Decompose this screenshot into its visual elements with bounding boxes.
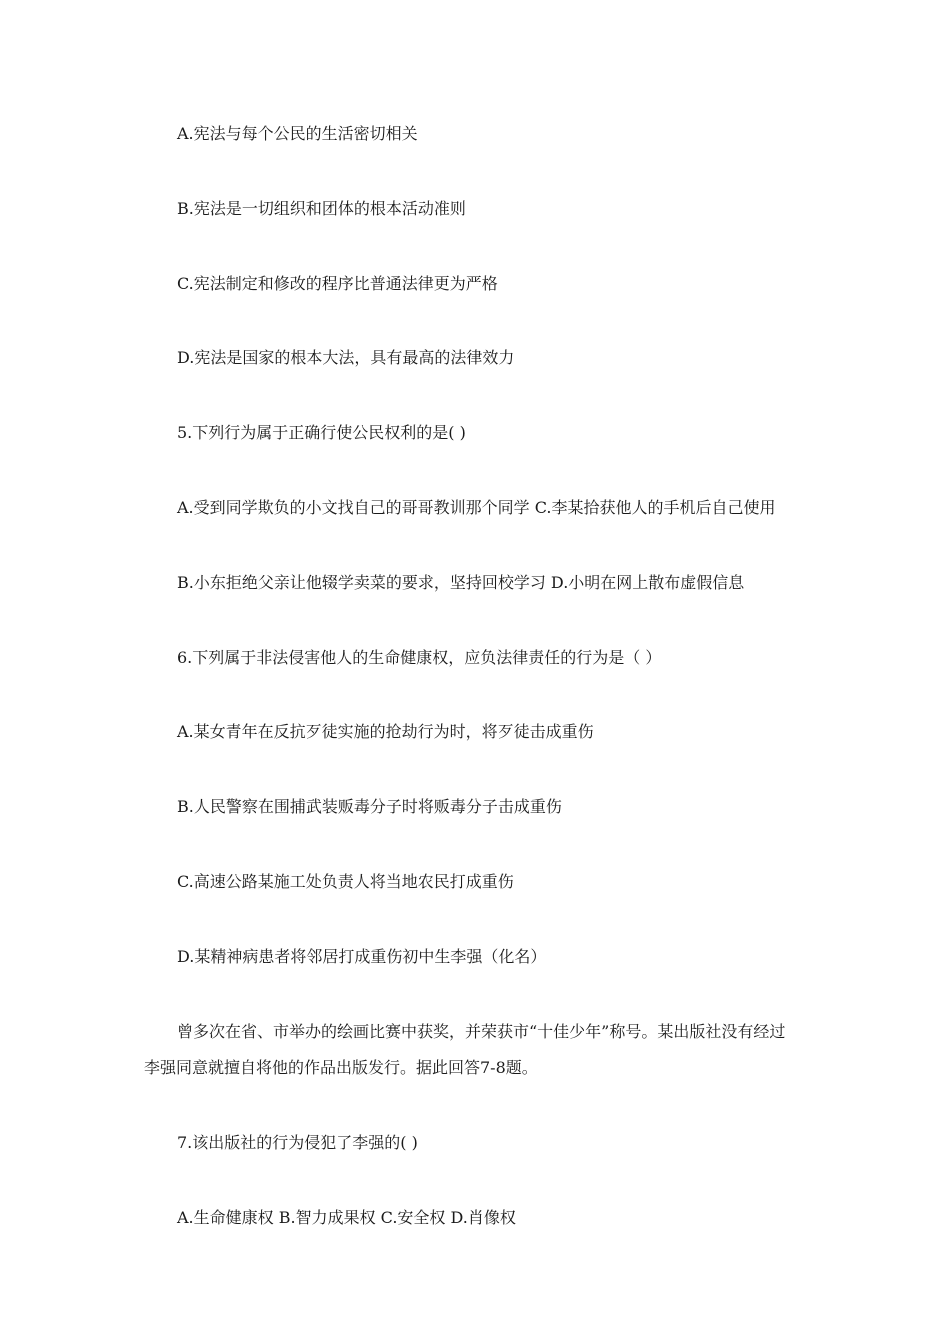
question-6-option-d: D.某精神病患者将邻居打成重伤初中生李强（化名） [177, 947, 547, 966]
question-5-options-b-d: B.小东拒绝父亲让他辍学卖菜的要求，坚持回校学习 D.小明在网上散布虚假信息 [177, 573, 745, 592]
question-6: 6.下列属于非法侵害他人的生命健康权，应负法律责任的行为是（ ） [177, 648, 662, 667]
option-a-constitution: A.宪法与每个公民的生活密切相关 [177, 124, 418, 143]
option-c-constitution: C.宪法制定和修改的程序比普通法律更为严格 [177, 274, 498, 293]
question-5: 5.下列行为属于正确行使公民权利的是( ) [177, 423, 466, 442]
question-7-options: A.生命健康权 B.智力成果权 C.安全权 D.肖像权 [177, 1208, 516, 1227]
question-5-options-a-c: A.受到同学欺负的小文找自己的哥哥教训那个同学 C.李某拾获他人的手机后自己使用 [177, 498, 776, 517]
question-6-option-a: A.某女青年在反抗歹徒实施的抢劫行为时，将歹徒击成重伤 [177, 722, 594, 741]
question-6-option-c: C.高速公路某施工处负责人将当地农民打成重伤 [177, 872, 514, 891]
option-b-constitution: B.宪法是一切组织和团体的根本活动准则 [177, 199, 466, 218]
passage-line-2: 李强同意就擅自将他的作品出版发行。据此回答7-8题。 [144, 1058, 538, 1077]
question-6-option-b: B.人民警察在围捕武装贩毒分子时将贩毒分子击成重伤 [177, 797, 562, 816]
option-d-constitution: D.宪法是国家的根本大法，具有最高的法律效力 [177, 348, 515, 367]
question-7: 7.该出版社的行为侵犯了李强的( ) [177, 1133, 418, 1152]
passage-line-1: 曾多次在省、市举办的绘画比赛中获奖，并荣获市“十佳少年”称号。某出版社没有经过 [177, 1022, 786, 1041]
